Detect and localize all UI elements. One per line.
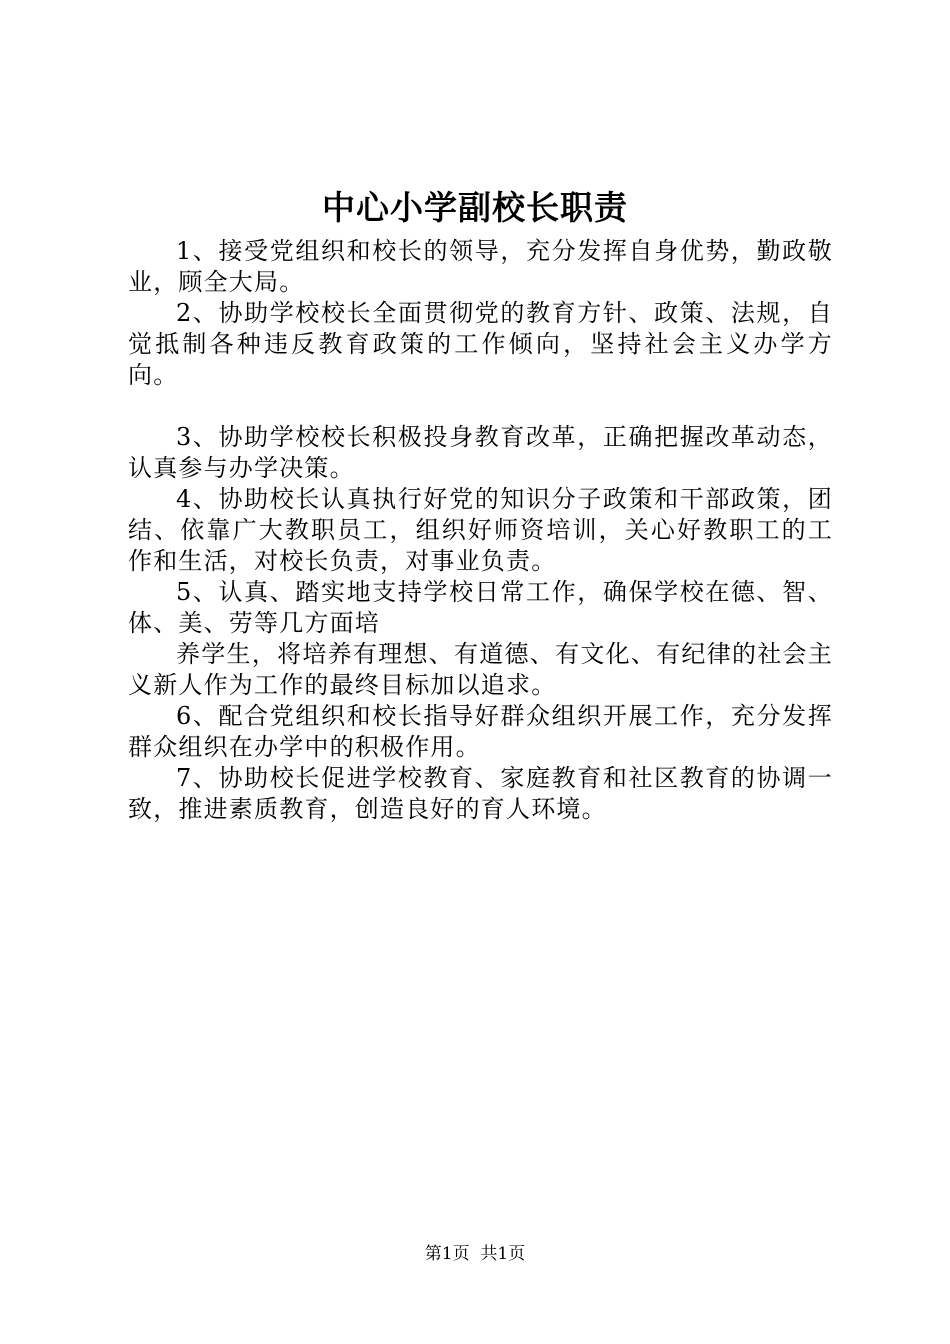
duty-paragraph-6: 6、配合党组织和校长指导好群众组织开展工作，充分发挥群众组织在办学中的积极作用。 bbox=[128, 702, 833, 761]
duty-paragraph-5: 5、认真、踏实地支持学校日常工作，确保学校在德、智、体、美、劳等几方面培 bbox=[128, 578, 833, 637]
duty-paragraph-7: 7、协助校长促进学校教育、家庭教育和社区教育的协调一致，推进素质教育，创造良好的育人环境。 bbox=[128, 764, 833, 823]
duty-paragraph-3: 3、协助学校校长积极投身教育改革，正确把握改革动态，认真参与办学决策。 bbox=[128, 423, 833, 482]
page-footer bbox=[0, 1243, 950, 1265]
document-body bbox=[128, 236, 833, 825]
duty-paragraph-4: 4、协助校长认真执行好党的知识分子政策和干部政策，团结、依靠广大教职员工，组织好师资培训，关心好教职工的工作和生活，对校长负责，对事业负责。 bbox=[128, 485, 833, 575]
duty-paragraph-1: 1、接受党组织和校长的领导，充分发挥自身优势，勤政敬业，顾全大局。 bbox=[128, 237, 833, 296]
duty-paragraph-2: 2、协助学校校长全面贯彻党的教育方针、政策、法规，自觉抵制各种违反教育政策的工作倾向，坚持社会主义办学方向。 bbox=[128, 299, 833, 389]
document-title: 中心小学副校长职责 bbox=[322, 188, 628, 227]
duty-paragraph-5-continued: 养学生，将培养有理想、有道德、有文化、有纪律的社会主义新人作为工作的最终目标加以追求。 bbox=[128, 640, 833, 699]
page-number-label: 第1页 共1页 bbox=[424, 1244, 526, 1264]
